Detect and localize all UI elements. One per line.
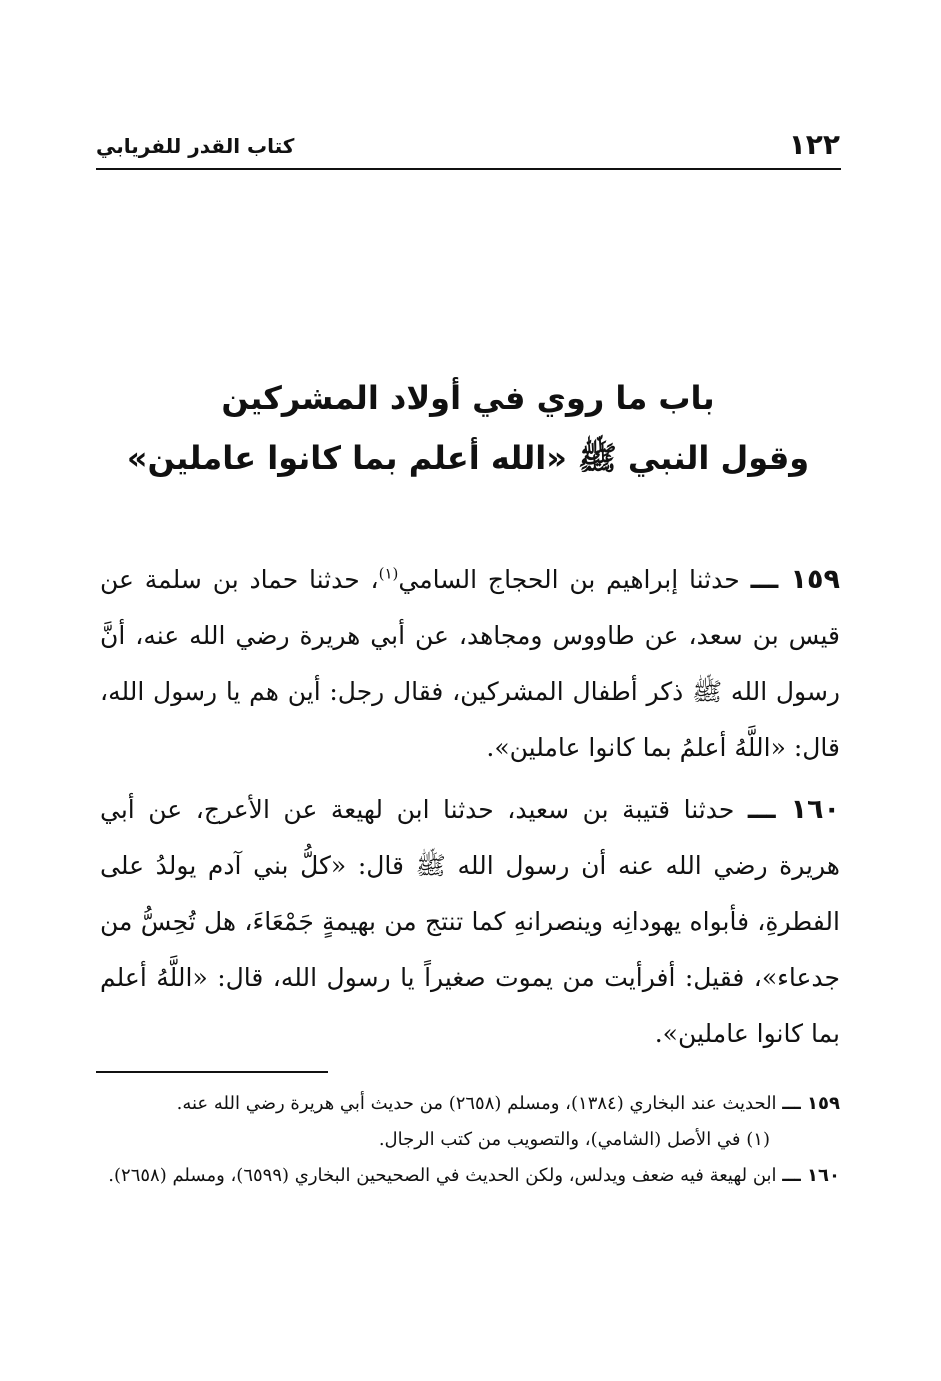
- hadith-paragraph-159: [100, 552, 840, 776]
- footnotes: [100, 1086, 840, 1194]
- page-number: ١٢٢: [788, 128, 840, 161]
- paragraph-text: حدثنا قتيبة بن سعيد، حدثنا ابن لهيعة عن الأعرج، عن أبي هريرة رضي الله عنه أن رسول الله ﷺ قال: «كلُّ بني آدم يولدُ على الفطرةِ، فأبواه يهودانِه وينصرانهِ كما تنتج من بهيمةٍ جَمْعَاءَ، هل تُحِسُّ من جدعاء»، فقيل: أفرأيت من يموت صغيراً يا رسول الله، قال: «اللَّهُ أعلم بما كانوا عاملين».: [100, 795, 840, 1048]
- footnote-number: ١٦٠ ـــ: [782, 1165, 840, 1186]
- hadith-paragraph-160: [100, 782, 840, 1062]
- chapter-title-line-1: باب ما روي في أولاد المشركين: [221, 379, 715, 417]
- page-header: [96, 128, 840, 168]
- footnote-text: ابن لهيعة فيه ضعف ويدلس، ولكن الحديث في الصحيحين البخاري (٦٥٩٩)، ومسلم (٢٦٥٨).: [108, 1165, 777, 1186]
- chapter-title-line-2: وقول النبي ﷺ «الله أعلم بما كانوا عاملين»: [126, 439, 810, 477]
- footnote-number: ١٥٩ ـــ: [782, 1093, 840, 1114]
- footnote-divider: [96, 1071, 328, 1073]
- footnote-item: [100, 1086, 840, 1122]
- hadith-number: ١٥٩ ـــ: [750, 564, 840, 595]
- footnote-number: (١): [746, 1129, 770, 1150]
- footnote-item: [100, 1122, 840, 1158]
- footnote-reference: (١): [378, 564, 399, 583]
- chapter-heading: [96, 368, 840, 488]
- book-title: كتاب القدر للفريابي: [96, 134, 295, 158]
- footnote-text: الحديث عند البخاري (١٣٨٤)، ومسلم (٢٦٥٨) من حديث أبي هريرة رضي الله عنه.: [176, 1093, 777, 1114]
- paragraph-text: ، حدثنا حماد بن سلمة عن قيس بن سعد، عن طاووس ومجاهد، عن أبي هريرة رضي الله عنه، أنَّ رسول الله ﷺ ذكر أطفال المشركين، فقال رجل: أين هم يا رسول الله، قال: «اللَّهُ أعلمُ بما كانوا عاملين».: [100, 565, 840, 762]
- hadith-number: ١٦٠ ـــ: [747, 794, 841, 825]
- paragraph-text: حدثنا إبراهيم بن الحجاج السامي: [398, 565, 740, 594]
- footnote-item: [100, 1158, 840, 1194]
- body-text: [100, 552, 840, 1068]
- footnote-text: في الأصل (الشامي)، والتصويب من كتب الرجال.: [378, 1129, 741, 1150]
- header-divider: [96, 168, 841, 170]
